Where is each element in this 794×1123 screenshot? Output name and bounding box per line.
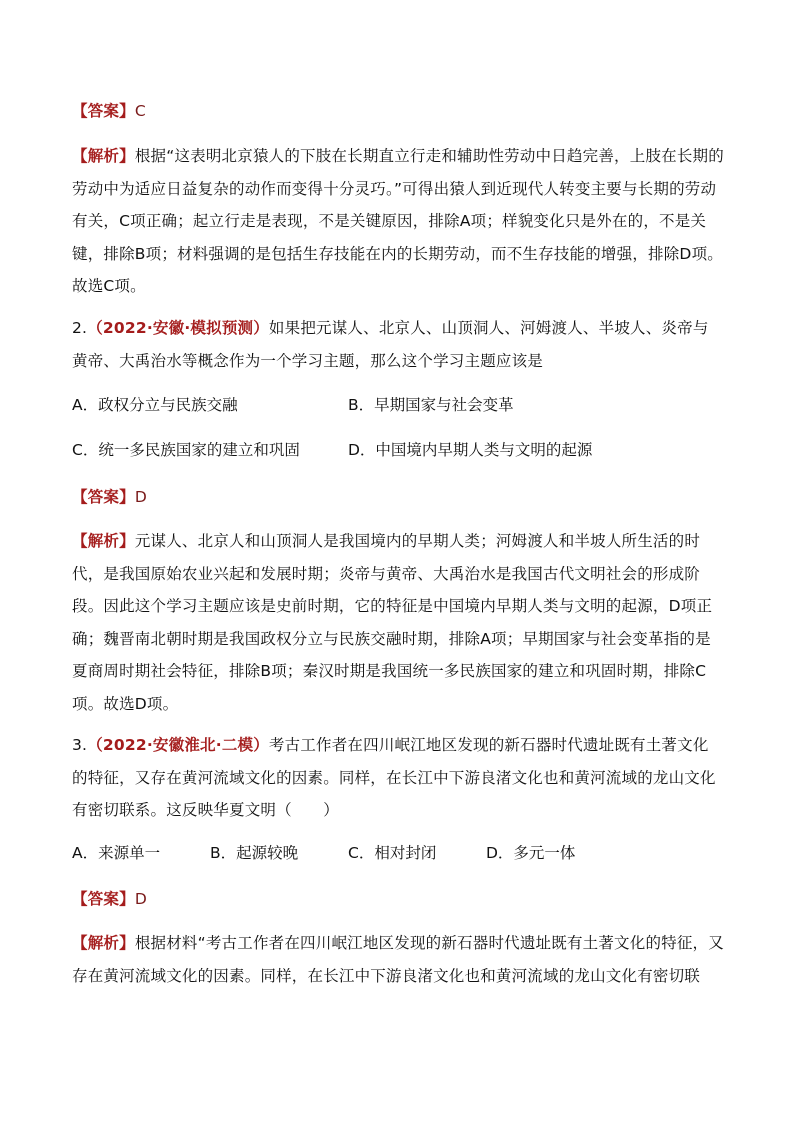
analysis-label: 【解析】 <box>72 147 135 165</box>
q2-stem <box>72 312 724 377</box>
q1-answer <box>72 95 724 128</box>
analysis-label: 【解析】 <box>72 532 135 550</box>
analysis-text: 根据“这表明北京猿人的下肢在长期直立行走和辅助性劳动中日趋完善，上肢在长期的劳动中为适应日益复杂的动作而变得十分灵巧。”可得出猿人到近现代人转变主要与长期的劳动有关，C项正确；起立行走是表现，不是关键原因，排除A项；样貌变化只是外在的，不是关键，排除B项；材料强调的是包括生存技能在内的长期劳动，而不生存技能的增强，排除D项。故选C项。 <box>72 147 724 295</box>
q2-analysis <box>72 525 724 720</box>
analysis-label: 【解析】 <box>72 934 135 952</box>
answer-label: 【答案】 <box>72 488 135 506</box>
q1-analysis <box>72 140 724 303</box>
question-source: （2022·安徽·模拟预测） <box>87 319 269 337</box>
q3-option-b: B．起源较晚 <box>210 844 299 862</box>
answer-value: D <box>134 890 147 908</box>
q2-option-a: A．政权分立与民族交融 <box>72 396 238 414</box>
q2-answer <box>72 481 724 514</box>
q2-option-d: D．中国境内早期人类与文明的起源 <box>348 441 593 459</box>
answer-label: 【答案】 <box>72 890 135 908</box>
answer-value: D <box>134 488 147 506</box>
q3-option-a: A．来源单一 <box>72 844 161 862</box>
question-number: 3. <box>72 736 88 754</box>
q2-option-c: C．统一多民族国家的建立和巩固 <box>72 441 300 459</box>
q3-stem <box>72 729 724 827</box>
answer-value: C <box>134 102 146 120</box>
q3-option-d: D．多元一体 <box>486 844 576 862</box>
question-text: 如果把元谋人、北京人、山顶洞人、河姆渡人、半坡人、炎帝与黄帝、大禹治水等概念作为一个学习主题，那么这个学习主题应该是 <box>72 319 709 370</box>
question-number: 2. <box>72 319 88 337</box>
question-text: 考古工作者在四川岷江地区发现的新石器时代遗址既有土著文化的特征，又存在黄河流域文化的因素。同样，在长江中下游良渚文化也和黄河流域的龙山文化有密切联系。这反映华夏文明（ ） <box>72 736 716 819</box>
q3-option-c: C．相对封闭 <box>348 844 437 862</box>
question-source: （2022·安徽淮北·二模） <box>87 736 269 754</box>
q3-answer <box>72 883 724 916</box>
answer-label: 【答案】 <box>72 102 135 120</box>
analysis-text: 根据材料“考古工作者在四川岷江地区发现的新石器时代遗址既有土著文化的特征，又存在黄河流域文化的因素。同样，在长江中下游良渚文化也和黄河流域的龙山文化有密切联 <box>72 934 724 985</box>
q2-option-b: B．早期国家与社会变革 <box>348 396 514 414</box>
q3-analysis <box>72 927 724 992</box>
analysis-text: 元谋人、北京人和山顶洞人是我国境内的早期人类；河姆渡人和半坡人所生活的时代，是我国原始农业兴起和发展时期；炎帝与黄帝、大禹治水是我国古代文明社会的形成阶段。因此这个学习主题应该是史前时期，它的特征是中国境内早期人类与文明的起源，D项正确；魏晋南北朝时期是我国政权分立与民族交融时期，排除A项；早期国家与社会变革指的是夏商周时期社会特征，排除B项；秦汉时期是我国统一多民族国家的建立和巩固时期，排除C项。故选D项。 <box>72 532 713 713</box>
